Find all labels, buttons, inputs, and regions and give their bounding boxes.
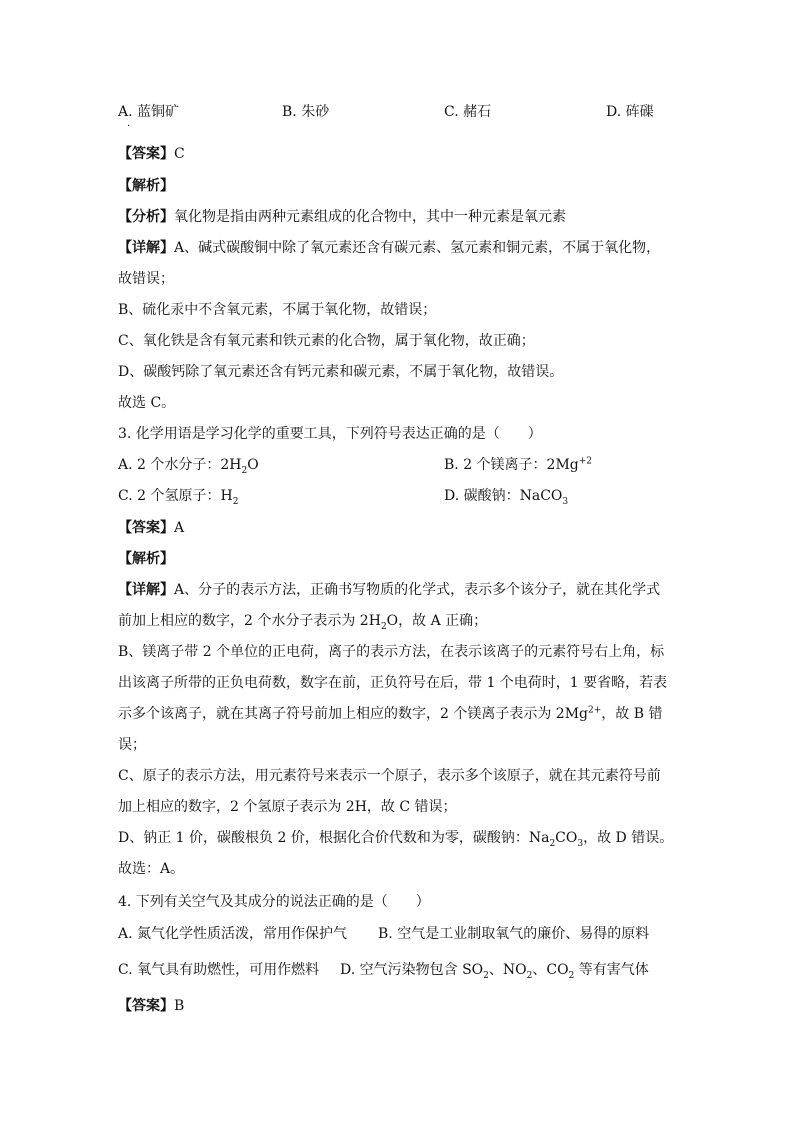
text: 等有害气体 bbox=[574, 962, 649, 978]
q2-detail-b: B、硫化汞中不含氧元素，不属于氧化物，故错误； bbox=[118, 302, 437, 318]
text: 、CO bbox=[532, 962, 569, 978]
q3-option-a-text: A. 2 个水分子：2H bbox=[118, 457, 242, 473]
q2-detail-a bbox=[118, 238, 660, 258]
text: 前加上相应的数字，2 个水分子表示为 2H bbox=[118, 613, 381, 629]
detail-tag: 【详解】 bbox=[118, 240, 174, 256]
q2-detail-a-2: 故错误； bbox=[118, 271, 174, 287]
sub: 2 bbox=[483, 970, 489, 981]
sub: 3 bbox=[577, 838, 584, 849]
q4-answer bbox=[118, 996, 184, 1016]
q3-conclusion: 故选：A。 bbox=[118, 861, 185, 877]
q2-analysis-title: 【解析】 bbox=[118, 178, 174, 194]
text: 示多个该离子，就在其离子符号前加上相应的数字，2 个镁离子表示为 2Mg bbox=[118, 706, 589, 722]
option-b: B. 朱砂 bbox=[282, 104, 330, 120]
sub: 2 bbox=[380, 621, 387, 632]
q4-option-b: B. 空气是工业制取氧气的廉价、易得的原料 bbox=[378, 926, 650, 942]
q3-option-c-text: C. 2 个氢原子：H bbox=[118, 488, 233, 504]
q3-option-b bbox=[444, 455, 592, 475]
q3-detail-p3-l1: C、原子的表示方法，用元素符号来表示一个原子，表示多个该原子，就在其元素符号前 bbox=[118, 768, 661, 784]
q3-detail-p2-l4: 误； bbox=[118, 737, 146, 753]
q3-option-c-sub: 2 bbox=[232, 496, 239, 507]
q3-detail-p2-l3 bbox=[118, 704, 663, 724]
answer-value: A bbox=[174, 520, 185, 536]
option-d: D. 砗磲 bbox=[606, 104, 654, 120]
q4-option-c: C. 氧气具有助燃性，可用作燃料 bbox=[118, 962, 320, 978]
q2-answer bbox=[118, 144, 185, 164]
detail-text: A、碱式碳酸铜中除了氧元素还含有碳元素、氢元素和铜元素，不属于氧化物， bbox=[174, 240, 661, 256]
answer-tag: 【答案】 bbox=[118, 146, 174, 162]
q3-option-a bbox=[118, 455, 259, 475]
sub: 2 bbox=[526, 970, 533, 981]
q2-detail-d: D、碳酸钙除了氧元素还含有钙元素和碳元素，不属于氧化物，故错误。 bbox=[118, 364, 564, 380]
q3-option-a-tail: O bbox=[247, 457, 259, 473]
text: D、钠正 1 价，碳酸根负 2 价，根据化合价代数和为零，碳酸钠：Na bbox=[118, 830, 550, 846]
q3-option-b-text: B. 2 个镁离子：2Mg bbox=[444, 457, 579, 473]
q3-option-d bbox=[444, 486, 568, 506]
q3-option-d-sub: 3 bbox=[562, 496, 569, 507]
q3-stem: 3. 化学用语是学习化学的重要工具，下列符号表达正确的是（ ） bbox=[118, 426, 542, 442]
sup: 2+ bbox=[588, 705, 602, 716]
text: D. 空气污染物包含 SO bbox=[340, 962, 484, 978]
q3-option-d-text: D. 碳酸钠：NaCO bbox=[444, 488, 563, 504]
option-a: A. 蓝铜矿 bbox=[118, 104, 180, 120]
q3-detail-p1-l2 bbox=[118, 611, 487, 631]
option-c: C. 赭石 bbox=[444, 104, 492, 120]
q3-detail-p2-l1: B、镁离子带 2 个单位的正电荷，离子的表示方法，在表示该离子的元素符号右上角，标 bbox=[118, 644, 665, 660]
q4-option-a: A. 氮气化学性质活泼，常用作保护气 bbox=[118, 926, 348, 942]
detail-tag: 【详解】 bbox=[118, 582, 174, 598]
detail-text: A、分子的表示方法，正确书写物质的化学式，表示多个该分子，就在其化学式 bbox=[174, 582, 661, 598]
text: CO bbox=[555, 830, 578, 846]
answer-tag: 【答案】 bbox=[118, 520, 174, 536]
q3-answer bbox=[118, 518, 184, 538]
q3-detail-p2-l2: 出该离子所带的正负电荷数，数字在前，正负符号在后，带 1 个电荷时，1 要省略，若表 bbox=[118, 675, 668, 691]
q3-analysis-title: 【解析】 bbox=[118, 551, 174, 567]
text: ，故 D 错误。 bbox=[583, 830, 674, 846]
text: 、NO bbox=[488, 962, 527, 978]
fenxi-text: 氧化物是指由两种元素组成的化合物中，其中一种元素是氧元素 bbox=[174, 209, 566, 225]
fenxi-tag: 【分析】 bbox=[118, 209, 174, 225]
q4-stem: 4. 下列有关空气及其成分的说法正确的是（ ） bbox=[118, 894, 430, 910]
answer-value: C bbox=[174, 146, 185, 162]
q3-option-a-sub: 2 bbox=[241, 465, 248, 476]
answer-value: B bbox=[174, 998, 185, 1014]
q2-fenxi bbox=[118, 207, 566, 227]
sub: 2 bbox=[549, 838, 556, 849]
sub: 2 bbox=[568, 970, 575, 981]
answer-tag: 【答案】 bbox=[118, 998, 174, 1014]
q3-detail-p3-l2: 加上相应的数字，2 个氢原子表示为 2H，故 C 错误； bbox=[118, 799, 457, 815]
option-a-dot: · bbox=[127, 121, 131, 132]
q3-detail-p4 bbox=[118, 828, 673, 848]
text: ，故 B 错 bbox=[601, 706, 663, 722]
q2-conclusion: 故选 C。 bbox=[118, 395, 176, 411]
q2-detail-c: C、氧化铁是含有氧元素和铁元素的化合物，属于氧化物，故正确； bbox=[118, 333, 535, 349]
q3-option-b-sup: +2 bbox=[578, 456, 593, 467]
q3-detail-p1-l1 bbox=[118, 580, 660, 600]
text: O，故 A 正确； bbox=[386, 613, 488, 629]
q3-option-c bbox=[118, 486, 238, 506]
q4-option-d bbox=[340, 960, 649, 980]
